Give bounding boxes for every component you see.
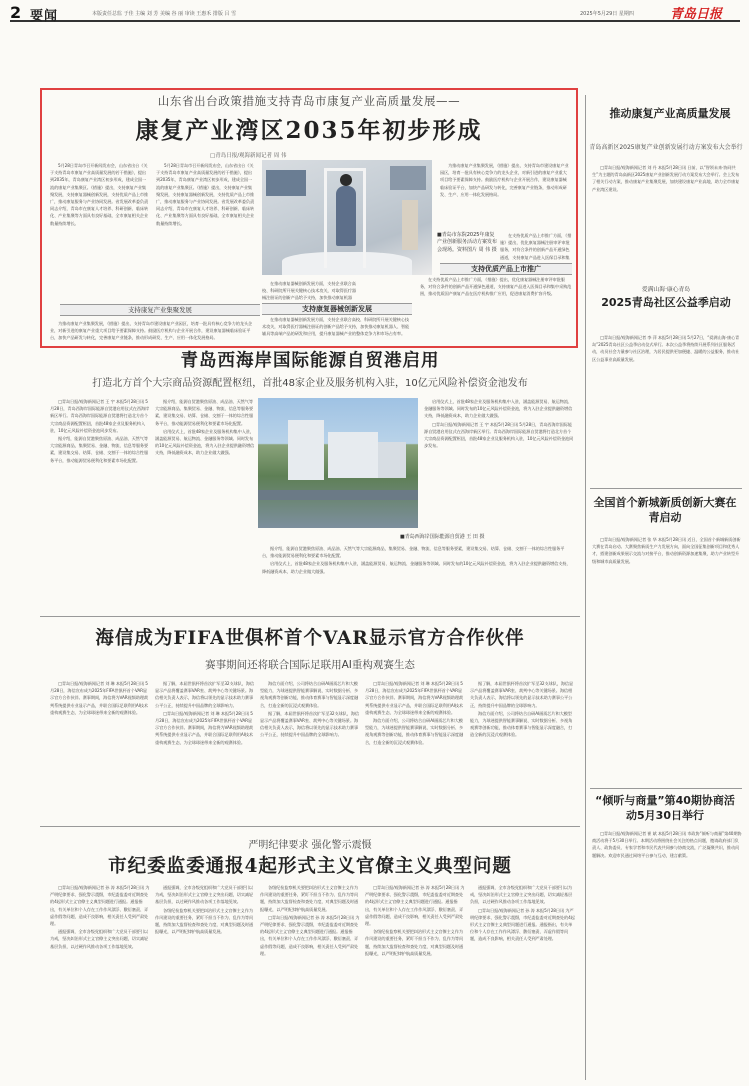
lead-column-6: 为推动康复产业集聚发展，《措施》提出，支持青岛市建设康复产业园区，培育一批具有核心竞争力的龙头企业，对新引进的康复产业重大项目给予要素保障支持。鼓励医疗机构与企业开展合作，建设康复器械临床验证平台，加快产品研发与转化，完善康复产业链条，推动形成研发、生产、应用一体化发展格局。 bbox=[440, 163, 569, 197]
lead-column-7: 在支持优质产品上市推广方面，《措施》提出，优化康复器械注册审评审批服务，对符合条件的创新产品开通绿色通道，支持康复产品进入医保目录和集 bbox=[500, 233, 572, 260]
lead-column-1: 5月28日青岛市召开新闻发布会，山东省出台《关于支持青岛市康复产业高质量发展的若干措施》，提出到2035年，青岛康复产业湾区初步形成，建成全国一流的康复产业集聚区。《措施》提出，支持康复产业集聚发展，支持康复器械创新发展，支持优质产品上市推广，推动康复服务与产业协同发展。省发展改革委负责同志介绍，青岛市在康复人才培养、科研创新、临床转化、产业集聚等方面具有良好基础，全市康复相关企业数量持续增长。 bbox=[50, 163, 149, 226]
lead-section-head-1: 支持康复产业集聚发展 bbox=[60, 304, 260, 316]
lead-photo[interactable] bbox=[262, 160, 432, 275]
lead-section-head-2: 支持康复器械创新发展 bbox=[262, 303, 412, 315]
lead-photo-caption: ■青岛市东院2025年康复产业创新服务活动方案发布会现场。资料图片 周 伟 摄 bbox=[437, 232, 498, 253]
sidebar-headline-2[interactable]: 2025青岛社区公益季启动 bbox=[601, 296, 731, 309]
sidebar-headline-3[interactable]: 全国首个新城新质创新大赛在青启动 bbox=[593, 496, 737, 524]
story2-column-3: 启用仪式上，首批48家企业及服务机构集中入驻，涵盖能源贸易、航运物流、金融服务等领域。同时发布的10亿元风险补偿资金池，将为入驻企业提供融资增信支持，降低融资成本，助力企业做大做强。 □青岛日报/观海新闻记者 王 宇 本报5月28日讯 5月28日，青岛西海岸国际能源自贸港启用仪式在西海岸新区举行。青岛西海岸国际能源自贸港将打造北方首个大宗商品资源配置枢纽，首批48家企业及服务机构入驻，10亿元风险补偿资金池同步发布。 bbox=[424, 399, 574, 449]
story4-column-2: 通报强调，全市各级党组织和广大党员干部要引以为戒，坚决纠治形式主义官僚主义突出问题，切实减轻基层负担，以过硬作风推动各项工作落地见效。 各级纪检监察机关要把纠治形式主义官僚主义作为作风建设的重要任务，紧盯不担当不作为、乱作为等问题，持续加大监督检查和查处力度，对典型问题及时通报曝光，以严明纪律护航高质量发展。 bbox=[155, 885, 254, 935]
lead-section-head-3: 支持优质产品上市推广 bbox=[440, 263, 572, 275]
sidebar-body-3: □青岛日报/观海新闻记者 张 华 本报5月28日讯 近日，全国首个新城新质创新大赛在青岛启动。大赛聚焦新质生产力发展方向，面向全国征集创新项目和优秀人才，搭建创新成果展示交流与对接平台，推动创新资源加速集聚，助力产业转型升级和城市高质量发展。 bbox=[592, 537, 741, 564]
story2-photo-caption: ■青岛西海岸国际能源自贸港 王 田 摄 bbox=[400, 534, 485, 540]
photo-building-3 bbox=[378, 442, 406, 478]
story2-subtitle: 打造北方首个大宗商品资源配置枢纽，首批48家企业及服务机构入驻，10亿元风险补偿资金池发布 bbox=[92, 378, 528, 389]
staff-line: 本版责任总监 于佳 主编 刘 芳 美编 谷 丽 审读 王惠禾 排版 吕 雪 bbox=[92, 11, 237, 17]
sidebar-rule-3 bbox=[590, 788, 742, 789]
story2-photo[interactable] bbox=[258, 398, 418, 528]
story3-column-5: 据了解，本届世俱杯将首次扩军至32支球队，海信显示产品将覆盖赛事VAR室、裁判中心等关键场景。海信相关负责人表示，海信将以领先的显示技术助力赛事公平公正，持续提升中国品牌的全球影响力。 海信方面介绍，公司将结合自研AI画质芯片和大模型能力，为球迷提供智能赛事解说、实时数据分析、多视角观赛等创新功能，推动体育赛事与智能显示深度融合，打造全新的沉浸式观赛体验。 bbox=[470, 681, 574, 738]
photo-equipment bbox=[402, 200, 418, 250]
story4-column-1: □青岛日报/观海新闻记者 孙 涛 本报5月28日讯 为严明纪律要求、强化警示震慑，市纪委监委对近期查处的4起形式主义官僚主义典型问题进行通报。通报指出，有关单位和个人存在工作作风漂浮、敷衍塞责、弄虚作假等问题，造成不良影响，相关责任人受到严肃处理。 通报强调，全市各级党组织和广大党员干部要引以为戒，坚决纠治形式主义官僚主义突出问题，切实减轻基层负担，以过硬作风推动各项工作落地见效。 bbox=[50, 885, 150, 949]
section-title: 要闻 bbox=[30, 9, 59, 24]
lead-byline: □青岛日报/观海新闻记者 周 伟 bbox=[210, 153, 287, 159]
sidebar-divider bbox=[585, 95, 586, 1080]
story4-headline[interactable]: 市纪委监委通报4起形式主义官僚主义典型问题 bbox=[108, 856, 512, 877]
photo-building-2 bbox=[328, 432, 378, 478]
story3-subtitle: 赛事期间还将联合国际足联用AI重构观赛生态 bbox=[205, 659, 415, 671]
story3-column-1: □青岛日报/观海新闻记者 刘 琳 本报5月28日讯 5月28日，海信宣布成为2025年FIFA世俱杯首个VAR显示官方合作伙伴。赛事期间，海信将为VAR视频助理裁判系统提供专业显示产品，并联合国际足联利用AI技术重构观赛生态，为全球球迷带来全新的观赛体验。 bbox=[50, 681, 148, 715]
lead-column-3: 为推动康复产业集聚发展，《措施》提出，支持青岛市建设康复产业园区，培育一批具有核心竞争力的龙头企业，对新引进的康复产业重大项目给予要素保障支持。鼓励医疗机构与企业开展合作，建设康复器械临床验证平台，加快产品研发与转化，完善康复产业链条，推动形成研发、生产、应用一体化发展格局。 bbox=[50, 321, 253, 341]
sidebar-headline-1[interactable]: 推动康复产业高质量发展 bbox=[609, 107, 731, 120]
issue-date: 2025年5月29日 星期四 bbox=[580, 11, 634, 17]
page-number: 2 bbox=[10, 3, 22, 22]
sidebar-rule-2 bbox=[590, 488, 742, 489]
sidebar-headline-4[interactable]: “倾听与商量”第40期协商活动5月30日举行 bbox=[595, 794, 735, 822]
story2-headline[interactable]: 青岛西海岸国际能源自贸港启用 bbox=[180, 351, 440, 371]
photo-road bbox=[258, 490, 418, 500]
story2-column-1: □青岛日报/观海新闻记者 王 宇 本报5月28日讯 5月28日，青岛西海岸国际能源自贸港启用仪式在西海岸新区举行。青岛西海岸国际能源自贸港将打造北方首个大宗商品资源配置枢纽，首批48家企业及服务机构入驻，10亿元风险补偿资金池同步发布。 据介绍，能源自贸港聚焦原油、成品油、天然气等大宗能源商品，集聚贸易、金融、物流、信息等服务要素，建设集交易、结算、仓储、交割于一体的综合性服务平台，推动能源贸易便利化和要素市场化配置。 bbox=[50, 399, 150, 463]
sidebar-body-1: □青岛日报/观海新闻记者 刘 丹 本报5月28日讯 日前，以“智领未来·协同共生”为主题的青岛高新区2025康复产业创新发展行动方案发布大会举行。会上发布了相关行动方案，推动康复产业集聚发展，加快建设康复产业高地，助力全市康复产业湾区建设。 bbox=[592, 165, 740, 192]
photo-person bbox=[336, 186, 356, 246]
story3-column-2: 据了解，本届世俱杯将首次扩军至32支球队，海信显示产品将覆盖赛事VAR室、裁判中心等关键场景。海信相关负责人表示，海信将以领先的显示技术助力赛事公平公正，持续提升中国品牌的全球影响力。 □青岛日报/观海新闻记者 刘 琳 本报5月28日讯 5月28日，海信宣布成为2025年FIFA世俱杯首个VAR显示官方合作伙伴。赛事期间，海信将为VAR视频助理裁判系统提供专业显示产品，并联合国际足联利用AI技术重构观赛生态，为全球球迷带来全新的观赛体验。 bbox=[155, 681, 254, 745]
lead-kicker: 山东省出台政策措施支持青岛市康复产业高质量发展—— bbox=[157, 94, 461, 108]
story4-column-5: 通报强调，全市各级党组织和广大党员干部要引以为戒，坚决纠治形式主义官僚主义突出问题，切实减轻基层负担，以过硬作风推动各项工作落地见效。 □青岛日报/观海新闻记者 孙 涛 本报5月28日讯 为严明纪律要求、强化警示震慑，市纪委监委对近期查处的4起形式主义官僚主义典型问题进行通报。通报指出，有关单位和个人存在工作作风漂浮、敷衍塞责、弄虚作假等问题，造成不良影响，相关责任人受到严肃处理。 bbox=[470, 885, 575, 942]
story4-kicker: 严明纪律要求 强化警示震慑 bbox=[248, 840, 372, 851]
story2-column-2: 据介绍，能源自贸港聚焦原油、成品油、天然气等大宗能源商品，集聚贸易、金融、物流、信息等服务要素，建设集交易、结算、仓储、交割于一体的综合性服务平台，推动能源贸易便利化和要素市场化配置。 启用仪式上，首批48家企业及服务机构集中入驻，涵盖能源贸易、航运物流、金融服务等领域。同时发布的10亿元风险补偿资金池，将为入驻企业提供融资增信支持，降低融资成本，助力企业做大做强。 bbox=[155, 399, 255, 456]
lead-column-8: 在支持优质产品上市推广方面，《措施》提出，优化康复器械注册审评审批服务，对符合条件的创新产品开通绿色通道，支持康复产品进入医保目录和集中采购范围，推动优质国产康复产品在医疗机构推广应用，促进康复消费扩容升级。 bbox=[420, 277, 572, 297]
story3-top-rule bbox=[40, 616, 580, 617]
masthead bbox=[10, 3, 740, 24]
newspaper-logo: 青岛日报 bbox=[670, 7, 723, 22]
story4-column-4: □青岛日报/观海新闻记者 孙 涛 本报5月28日讯 为严明纪律要求、强化警示震慑，市纪委监委对近期查处的4起形式主义官僚主义典型问题进行通报。通报指出，有关单位和个人存在工作作风漂浮、敷衍塞责、弄虚作假等问题，造成不良影响，相关责任人受到严肃处理。 各级纪检监察机关要把纠治形式主义官僚主义作为作风建设的重要任务，紧盯不担当不作为、乱作为等问题，持续加大监督检查和查处力度，对典型问题及时通报曝光，以严明纪律护航高质量发展。 bbox=[365, 885, 465, 956]
story3-headline[interactable]: 海信成为FIFA世俱杯首个VAR显示官方合作伙伴 bbox=[95, 628, 525, 649]
sidebar-subtitle-1: 青岛高新区2025康复产业创新发展行动方案发布大会举行 bbox=[589, 144, 743, 151]
lead-column-5: 在推动康复器械创新发展方面，支持企业联合高校、科研院所开展关键核心技术攻关，对取得医疗器械注册证的创新产品给予支持，加快推动康复机器人、智能辅具等高端产品的研发和应用，提升康复器械产业的整体竞争力和市场占有率。 bbox=[262, 317, 410, 337]
lead-column-2: 5月28日青岛市召开新闻发布会，山东省出台《关于支持青岛市康复产业高质量发展的若干措施》，提出到2035年，青岛康复产业湾区初步形成，建成全国一流的康复产业集聚区。《措施》提出，支持康复产业集聚发展，支持康复器械创新发展，支持优质产品上市推广，推动康复服务与产业协同发展。省发展改革委负责同志介绍，青岛市在康复人才培养、科研创新、临床转化、产业集聚等方面具有良好基础，全市康复相关企业数量持续增长。 bbox=[156, 163, 255, 226]
sidebar-body-4: □青岛日报/观海新闻记者 崔 斌 本报5月28日讯 市政协“倾听与商量”第40期协商活动将于5月30日举行。本期活动将围绕社会关注的热点问题，邀请政府部门负责人、政协委员、专家学者和市民代表共同参与协商交流，广泛凝聚共识，推动问题解决。欢迎市民通过网络平台参与互动，建言献策。 bbox=[592, 831, 742, 858]
story2-column-4: 据介绍，能源自贸港聚焦原油、成品油、天然气等大宗能源商品，集聚贸易、金融、物流、信息等服务要素，建设集交易、结算、仓储、交割于一体的综合性服务平台，推动能源贸易便利化和要素市场化配置。 启用仪式上，首批48家企业及服务机构集中入驻，涵盖能源贸易、航运物流、金融服务等领域。同时发布的10亿元风险补偿资金池，将为入驻企业提供融资增信支持，降低融资成本，助力企业做大做强。 bbox=[262, 546, 571, 574]
photo-person-head bbox=[340, 174, 352, 186]
lead-column-4: 在推动康复器械创新发展方面，支持企业联合高校、科研院所开展关键核心技术攻关，对取得医疗器械注册证的创新产品给予支持，加快推动康复机器 bbox=[262, 281, 357, 301]
photo-screen-2 bbox=[390, 166, 426, 190]
story3-column-3: 海信方面介绍，公司将结合自研AI画质芯片和大模型能力，为球迷提供智能赛事解说、实时数据分析、多视角观赛等创新功能，推动体育赛事与智能显示深度融合，打造全新的沉浸式观赛体验。 据了解，本届世俱杯将首次扩军至32支球队，海信显示产品将覆盖赛事VAR室、裁判中心等关键场景。海信相关负责人表示，海信将以领先的显示技术助力赛事公平公正，持续提升中国品牌的全球影响力。 bbox=[260, 681, 359, 738]
story4-column-3: 各级纪检监察机关要把纠治形式主义官僚主义作为作风建设的重要任务，紧盯不担当不作为、乱作为等问题，持续加大监督检查和查处力度，对典型问题及时通报曝光，以严明纪律护航高质量发展。 □青岛日报/观海新闻记者 孙 涛 本报5月28日讯 为严明纪律要求、强化警示震慑，市纪委监委对近期查处的4起形式主义官僚主义典型问题进行通报。通报指出，有关单位和个人存在工作作风漂浮、敷衍塞责、弄虚作假等问题，造成不良影响，相关责任人受到严肃处理。 bbox=[260, 885, 360, 956]
story4-top-rule bbox=[40, 826, 580, 827]
photo-screen bbox=[266, 170, 306, 196]
sidebar-body-2: □青岛日报/观海新闻记者 李 萍 本报5月28日讯 5月27日，“爱满山海·康心青岛”2025青岛社区公益季启动仪式举行。本次公益季将持续开展系列社区服务活动，动员社会力量参与社区治理，为居民提供更加便捷、温暖的公益服务，推动社区公益事业高质量发展。 bbox=[592, 335, 740, 362]
story3-column-4: □青岛日报/观海新闻记者 刘 琳 本报5月28日讯 5月28日，海信宣布成为2025年FIFA世俱杯首个VAR显示官方合作伙伴。赛事期间，海信将为VAR视频助理裁判系统提供专业显示产品，并联合国际足联利用AI技术重构观赛生态，为全球球迷带来全新的观赛体验。 海信方面介绍，公司将结合自研AI画质芯片和大模型能力，为球迷提供智能赛事解说、实时数据分析、多视角观赛等创新功能，推动体育赛事与智能显示深度融合，打造全新的沉浸式观赛体验。 bbox=[365, 681, 464, 745]
sidebar-kicker-2: 爱满山海·康心青岛 bbox=[641, 287, 691, 293]
lead-headline[interactable]: 康复产业湾区2035年初步形成 bbox=[135, 117, 483, 144]
photo-building-1 bbox=[288, 420, 324, 480]
